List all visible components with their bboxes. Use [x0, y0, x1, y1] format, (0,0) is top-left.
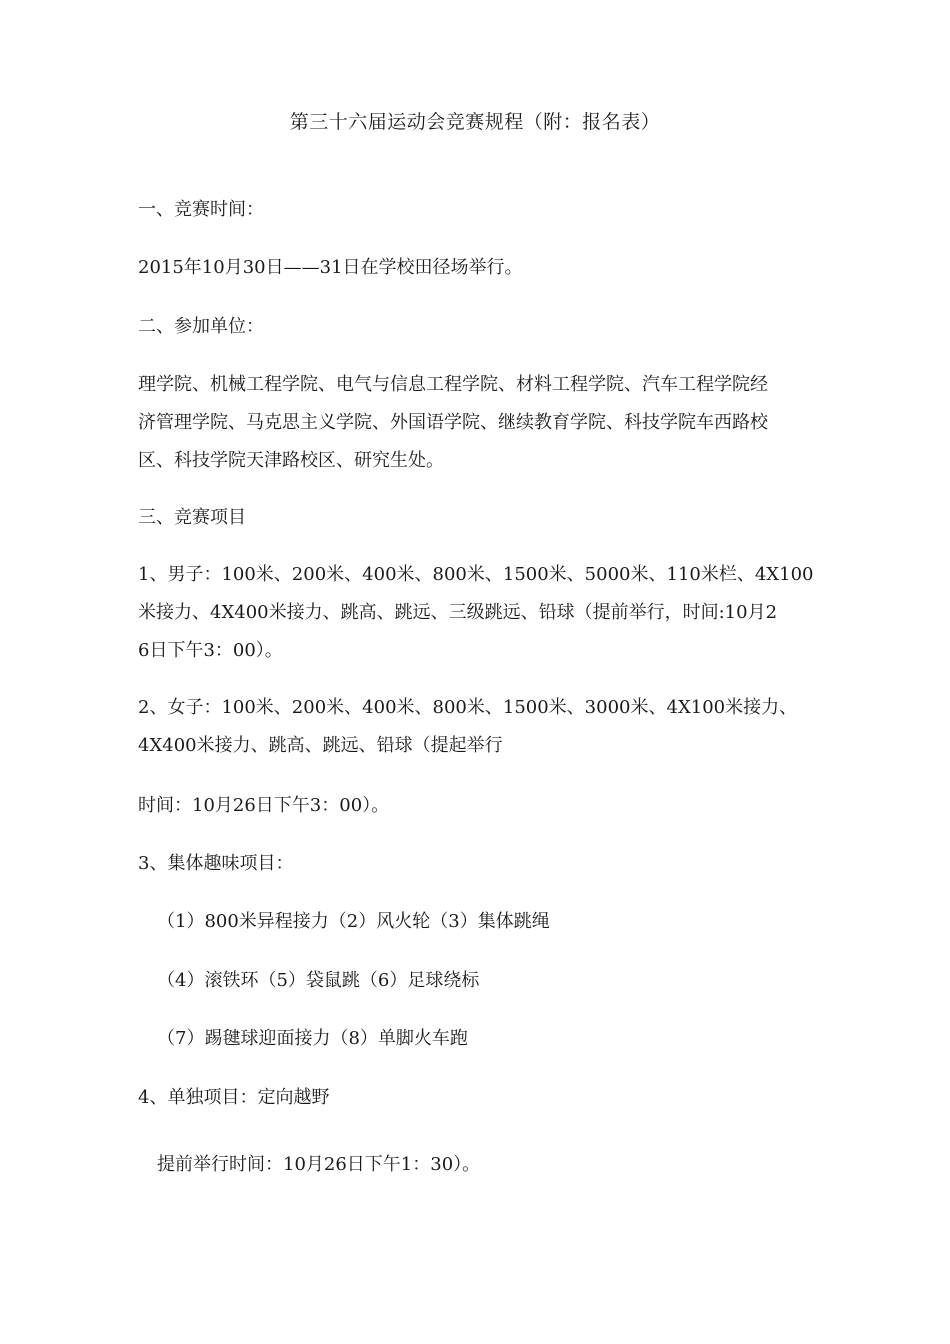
section2-line: 区、科技学院天津路校区、研究生处。: [138, 450, 444, 471]
men-events-line: 1、男子：100米、200米、400米、800米、1500米、5000米、110米栏、4X100: [138, 564, 814, 585]
group-event-item: （7）踢毽球迎面接力（8）单脚火车跑: [157, 1028, 468, 1049]
women-events-line: 2、女子：100米、200米、400米、800米、1500米、3000米、4X100米接力、: [138, 697, 798, 718]
men-events-paragraph: [138, 556, 818, 670]
men-events-line: 米接力、4X400米接力、跳高、跳远、三级跳远、铅球（提前举行，时间:10月2: [138, 602, 778, 623]
individual-event-time: 提前举行时间：10月26日下午1：30）。: [157, 1154, 481, 1175]
section3-heading: 三、竞赛项目: [138, 507, 246, 528]
women-events-paragraph: [138, 689, 818, 765]
group-event-item: （1）800米异程接力（2）风火轮（3）集体跳绳: [157, 911, 550, 932]
section2-paragraph: [138, 366, 818, 480]
section2-heading: 二、参加单位：: [138, 316, 264, 337]
group-event-item: （4）滚铁环（5）袋鼠跳（6）足球绕标: [157, 970, 480, 991]
women-events-line: 4X400米接力、跳高、跳远、铅球（提起举行: [138, 735, 503, 756]
section1-heading: 一、竞赛时间：: [138, 199, 264, 220]
individual-event-heading: 4、单独项目：定向越野: [138, 1087, 330, 1108]
section2-line: 济管理学院、马克思主义学院、外国语学院、继续教育学院、科技学院车西路校: [138, 412, 768, 433]
group-events-heading: 3、集体趣味项目：: [138, 853, 294, 874]
women-events-time: 时间：10月26日下午3：00）。: [138, 795, 390, 816]
section2-line: 理学院、机械工程学院、电气与信息工程学院、材料工程学院、汽车工程学院经: [138, 374, 768, 395]
document-title: 第三十六届运动会竞赛规程（附：报名表）: [289, 111, 661, 133]
section1-text: 2015年10月30日——31日在学校田径场举行。: [138, 257, 523, 278]
men-events-line: 6日下午3：00）。: [138, 640, 283, 661]
